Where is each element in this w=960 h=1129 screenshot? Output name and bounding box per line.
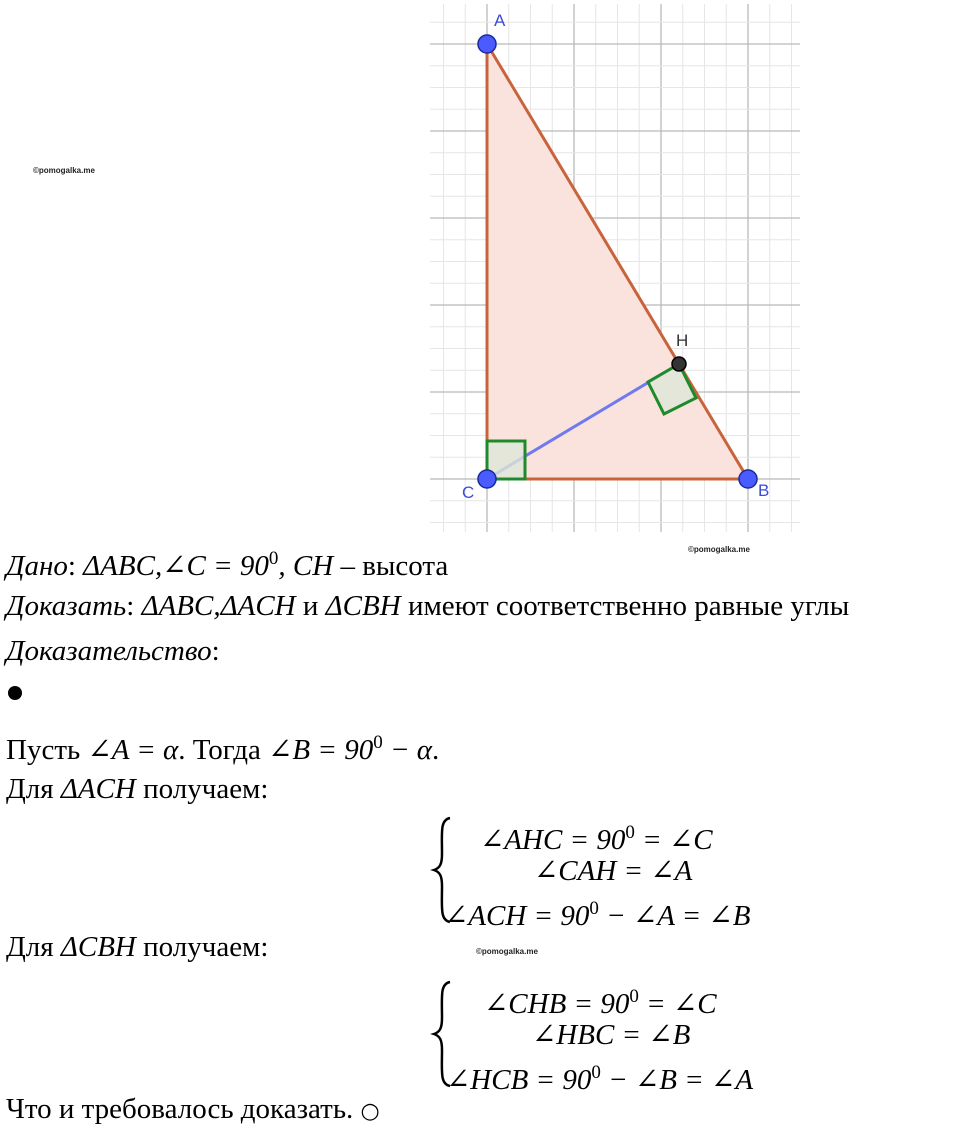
triangle-figure (0, 0, 960, 540)
system-ach (430, 814, 810, 932)
triangle-cbh: ΔCBH (60, 931, 136, 963)
equation: ∠ACH = $90^0$ − ∠A = ∠B (444, 898, 751, 932)
label-b: B (758, 481, 770, 500)
for-pre: Для (6, 931, 61, 963)
label-h: H (676, 331, 689, 350)
prove-rest: имеют соответственно равные углы (400, 590, 850, 622)
let-line (6, 726, 439, 767)
point-a (478, 35, 496, 53)
proof-line (6, 634, 220, 668)
prove-math2: ΔCBH (325, 590, 401, 622)
equation: ∠HCB = $90^0$ − ∠B = ∠A (446, 1062, 754, 1096)
watermark: ©pomogalka.me (476, 947, 538, 956)
label-a: A (494, 11, 506, 30)
point-h (672, 357, 686, 371)
prove-line (6, 589, 849, 623)
point-c (478, 470, 496, 488)
let-mid: . Тогда (178, 734, 269, 766)
let-math1: ∠A = α (87, 734, 179, 766)
given-sup: 0 (268, 548, 279, 569)
bullet-icon (8, 686, 22, 700)
for-ach-line (6, 772, 268, 806)
given-label: Дано (6, 550, 68, 582)
colon: : (126, 590, 135, 622)
watermark: ©pomogalka.me (688, 545, 750, 554)
system-cbh (430, 978, 810, 1096)
watermark: ©pomogalka.me (33, 166, 95, 175)
given-math2: , CH (278, 550, 334, 582)
for-post: получаем: (135, 931, 269, 963)
given-rest: – высота (333, 550, 449, 582)
equation: ∠CAH = ∠A (534, 855, 693, 887)
prove-and: и (295, 590, 326, 622)
colon: : (211, 635, 220, 667)
qed-line (6, 1092, 380, 1129)
equation: ∠AHC = $90^0$ = ∠C (480, 822, 713, 856)
given-math: ΔABC,∠C = 90 (83, 550, 269, 582)
equation: ∠CHB = $90^0$ = ∠C (484, 986, 717, 1020)
for-post: получаем: (135, 773, 269, 805)
let-sup: 0 (373, 732, 383, 753)
colon: : (67, 550, 76, 582)
let-pre: Пусть (6, 734, 88, 766)
let-math2: ∠B = 90 (268, 734, 374, 766)
let-math3: − α (382, 734, 433, 766)
proof-label: Доказательство (6, 635, 212, 667)
point-b (739, 470, 757, 488)
for-cbh-line (6, 930, 268, 964)
label-c: C (462, 483, 475, 502)
qed-text: Что и требовалось доказать. (6, 1093, 361, 1125)
triangle-ach: ΔACH (60, 773, 136, 805)
qed-circle-icon: ○ (360, 1099, 380, 1124)
equation: ∠HBC = ∠B (532, 1019, 691, 1051)
prove-label: Доказать (6, 590, 127, 622)
let-end: . (432, 734, 440, 766)
for-pre: Для (6, 773, 61, 805)
given-line (6, 542, 448, 583)
prove-math1: ΔABC,ΔACH (141, 590, 296, 622)
